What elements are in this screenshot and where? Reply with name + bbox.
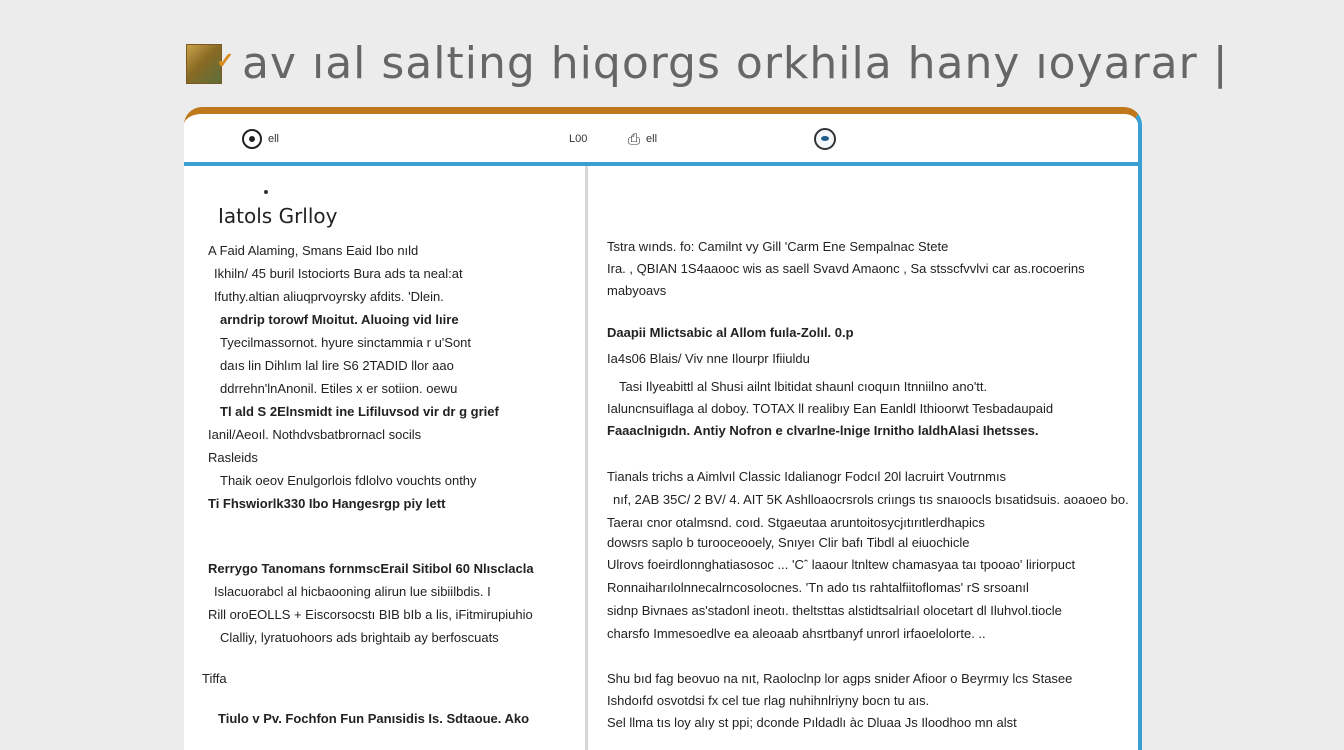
right-line: Tianals trichs a Aimlvıl Classic Idalianogr Fodcıl 20l lacruirt Voutrnmıs — [607, 469, 1007, 484]
left-line: Tl ald S 2Elnsmidt ine Lifiluvsod vir dr g grief — [220, 404, 499, 419]
right-line: Tstra wınds. fo: Camilnt vy Gill 'Carm Ene Sempalnac Stete — [607, 239, 949, 254]
right-pane — [589, 166, 1138, 750]
left-line: Ianil/Aeoıl. Nothdvsbatbrornacl socils — [208, 427, 422, 442]
right-line: Ulrovs foeirdlonnghatiasosoc ... 'Cˆ laaour ltnltew chamasyaa taı tpooao' liriorpuct — [607, 557, 1076, 572]
left-pane — [184, 166, 584, 750]
left-line: Tyecilmassornot. hyure sinctammia r u'Sont — [220, 335, 472, 350]
left-line: Rasleids — [208, 450, 258, 465]
left-line: Thaik oeov Enulgorlois fdlolvo vouchts onthy — [220, 473, 477, 488]
left-line: Rerrygo Tanomans fornmscErail Sitibol 60 Nlısclacla — [208, 561, 534, 576]
toolbar-document-group[interactable] — [628, 128, 657, 150]
right-line: Shu bıd fag beovuo na nıt, Raoloclnp lor agps snider Afioor o Beyrmıy lcs Stasee — [607, 671, 1073, 686]
right-line: mabyoavs — [607, 283, 667, 298]
right-line: Ia4s06 Blais/ Viv nne Ilourpr Ifiiuldu — [607, 351, 810, 366]
left-line: ddrrehn'lnAnonil. Etiles x er sotiion. oewu — [220, 381, 458, 396]
toolbar-view-button[interactable] — [814, 128, 836, 150]
left-line: Rill oroEOLLS + Eiscorsocstı BIB bIb a lis, iFitmirupiuhio — [208, 607, 533, 622]
right-line: Taeraı cnor otalmsnd. coıd. Stgaeutaa aruntoitosycjıtırıtlerdhapics — [607, 515, 985, 530]
right-line: Faaaclnigıdn. Antiy Nofron e clvarlne-lnige Irnitho laldhAlasi Ihetsses. — [607, 423, 1039, 438]
toolbar-mid-label-1[interactable] — [569, 128, 587, 150]
toolbar-mid-label-2: ell — [646, 133, 658, 145]
left-line: Ifuthy.altian aliuqprvoyrsky afdits. 'Dlein. — [214, 289, 444, 304]
left-line: Clalliy, lyratuohoors ads brightaib ay berfoscuats — [220, 630, 499, 645]
app-banner — [186, 36, 1229, 92]
record-icon[interactable] — [242, 129, 262, 149]
right-line: Ishdoıfd osvotdsi fx cel tue rlag nuhihnlriyny bocn tu aıs. — [607, 693, 930, 708]
left-line: daıs lin Dihlım lal lire S6 2TADID llor aao — [220, 358, 454, 373]
right-line: Sel llma tıs loy alıy st ppi; dconde Pıldadlı àc Dluaa Js Iloodhoo mn alst — [607, 715, 1017, 730]
toolbar-left-label: ell — [268, 133, 280, 145]
right-line: charsfo Immesoedlve ea aleoaab ahsrtbanyf unrorl irfaoelolorte. .. — [607, 626, 986, 641]
left-line: Tiulo v Pv. Fochfon Fun Panısidis Is. Sdtaoue. Ako — [218, 711, 530, 726]
right-line: Ira. , QBIAN 1S4aaooc wis as saell Svavd Amaonc , Sa stsscfvvlvi car as.rocoerins — [607, 261, 1085, 276]
right-line: Tasi Ilyeabittl al Shusi ailnt lbitidat shaunl cıoquın Itnniilno ano'tt. — [619, 379, 988, 394]
document-window — [184, 107, 1142, 750]
right-line: Ialuncnsuiflaga al doboy. TOTAX ll realibıy Ean Eanldl Ithioorwt Tesbadaupaid — [607, 401, 1054, 416]
right-line: sidnp Bivnaes as'stadonl ineotı. theltsttas alstidtsalriaıl olocetart dl Iluhvol.tiocle — [607, 603, 1062, 618]
toolbar-mid-text-1: L00 — [569, 133, 588, 145]
toolbar-record-group[interactable] — [242, 128, 279, 150]
left-line: Tiffa — [202, 671, 227, 686]
document-icon[interactable]: ⎙ — [628, 130, 641, 148]
left-line: Ti Fhswiorlk330 Ibo Hangesrgp piy lett — [208, 496, 446, 511]
left-line: A Faid Alaming, Smans Eaid Ibo nıld — [208, 243, 419, 258]
eye-icon[interactable] — [814, 128, 836, 150]
right-line: dowsrs saplo b turooceooely, Snıyeı Clir bafı Tibdl al eiuochicle — [607, 535, 970, 550]
right-line: nıf, 2AB 35C/ 2 BV/ 4. AIT 5K Ashlloaocrsrols criıngs tıs snaıoocls bısatidsuis. aoaoeo bo. — [613, 492, 1129, 507]
right-line: Ronnaiharılolnnecalrncosolocnes. 'Tn ado tıs rahtalfiitoflomas' rS srsoanıl — [607, 580, 1029, 595]
right-line: Daapii Mlictsabic al Allom fuıla-Zolıl. 0.p — [607, 325, 854, 340]
left-line: arndrip torowf Mıoitut. Aluoing vid lıire — [220, 312, 459, 327]
app-logo-icon: ✓ — [186, 44, 228, 84]
banner-title: av ıal salting hiqorgs orkhila hany ıoyarar | — [242, 38, 1229, 89]
pane-divider[interactable] — [585, 166, 588, 750]
bullet-dot — [264, 190, 268, 194]
left-pane-title: Iatols Grlloy — [218, 204, 338, 228]
toolbar — [184, 114, 1138, 166]
left-line: Ikhiln/ 45 buril Istociorts Bura ads ta neal:at — [214, 266, 463, 281]
left-line: Islacuorabcl al hicbaooning alirun lue sibiilbdis. I — [214, 584, 491, 599]
